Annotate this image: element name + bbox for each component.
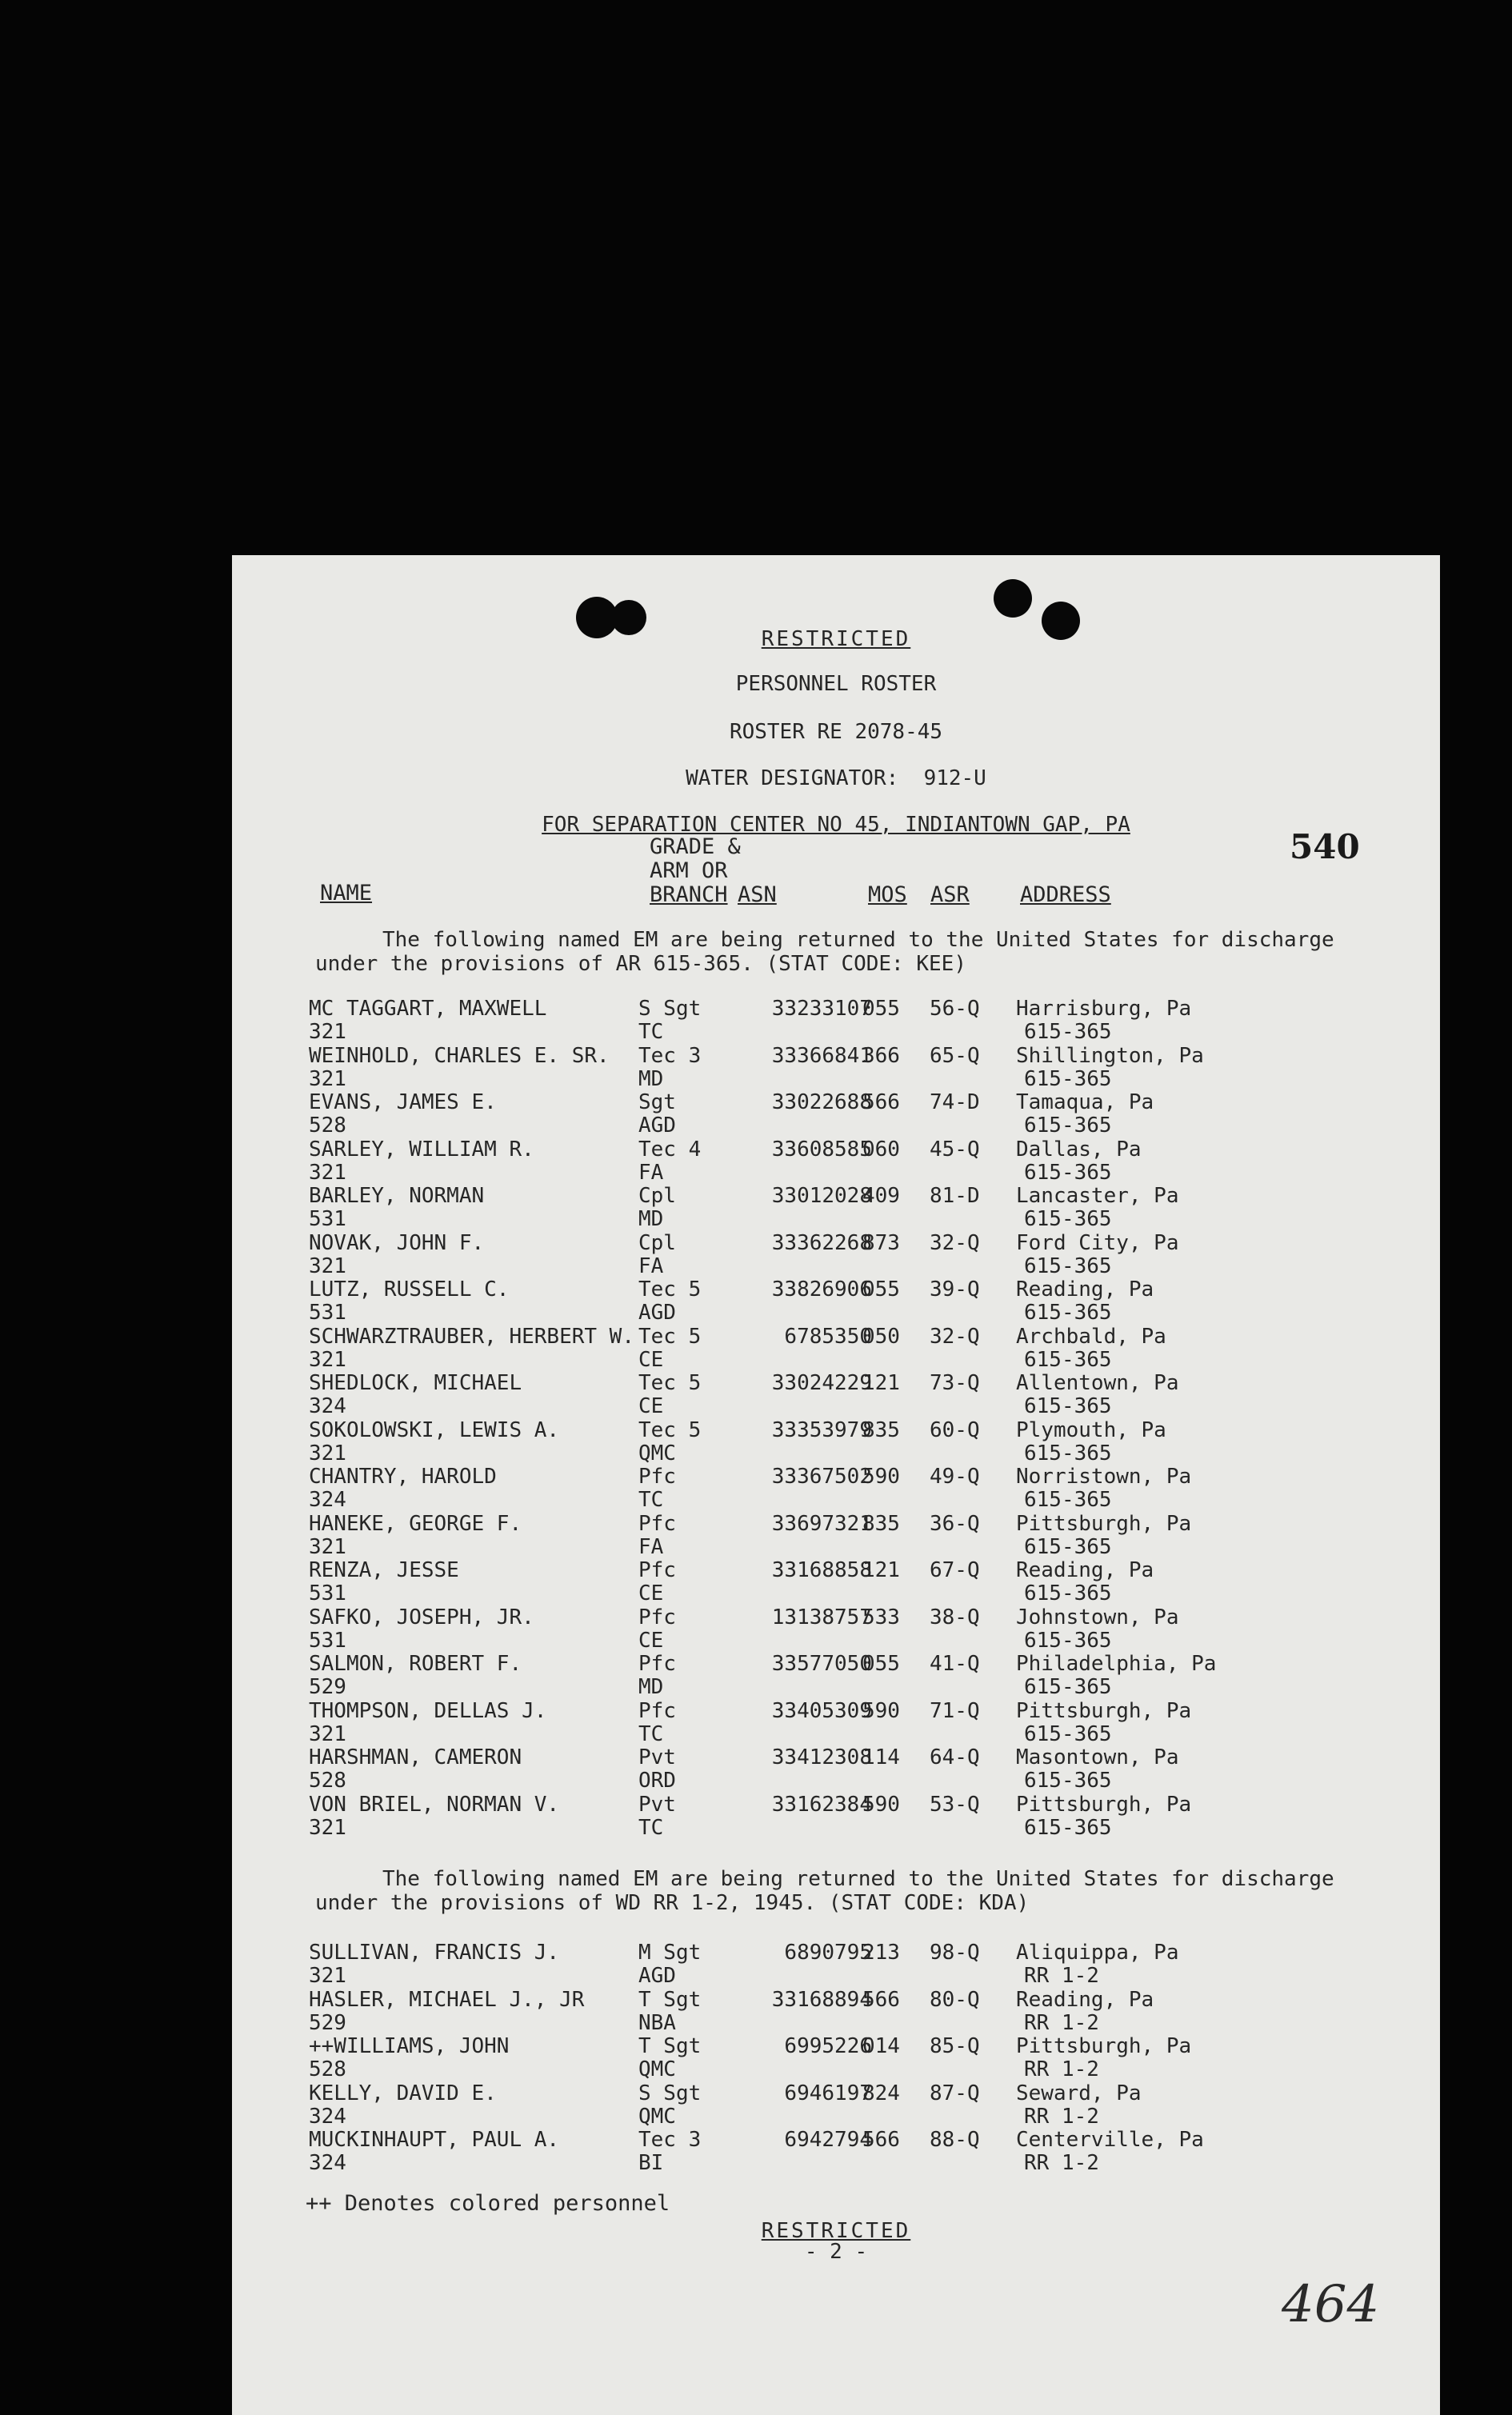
- row-code: 321: [309, 1160, 346, 1185]
- row-regulation: 615-365: [1024, 1675, 1112, 1699]
- footer-classification: RESTRICTED: [761, 2219, 911, 2243]
- footnote: ++ Denotes colored personnel: [306, 2191, 670, 2216]
- row-mos: 566: [862, 2128, 900, 2152]
- table-row: [232, 1793, 1440, 1840]
- row-asn: 33412308: [771, 1745, 872, 1769]
- row-asr: 39-Q: [930, 1277, 980, 1301]
- row-regulation: 615-365: [1024, 1114, 1112, 1138]
- row-asr: 32-Q: [930, 1324, 980, 1349]
- row-asr: 32-Q: [930, 1230, 980, 1255]
- table-row: [232, 2082, 1440, 2129]
- row-name: SALMON, ROBERT F.: [309, 1652, 522, 1676]
- row-name: SOKOLOWSKI, LEWIS A.: [309, 1417, 560, 1442]
- row-branch: TC: [638, 1020, 664, 1044]
- row-mos: 873: [862, 1230, 900, 1255]
- water-designator: WATER DESIGNATOR: 912-U: [686, 766, 986, 790]
- row-asn: 33367502: [771, 1465, 872, 1489]
- row-regulation: 615-365: [1024, 1020, 1112, 1044]
- row-regulation: 615-365: [1024, 1207, 1112, 1231]
- row-asr: 80-Q: [930, 1987, 980, 2012]
- table-row: [232, 1606, 1440, 1653]
- row-branch: FA: [638, 1160, 664, 1185]
- row-city: Pittsburgh, Pa: [1016, 1698, 1192, 1723]
- page-number: - 2 -: [804, 2240, 868, 2264]
- table-row: [232, 1746, 1440, 1793]
- row-city: Reading, Pa: [1016, 1987, 1154, 2012]
- row-regulation: 615-365: [1024, 1488, 1112, 1512]
- column-header-arm: ARM OR: [650, 858, 728, 883]
- row-asn: 6946197: [784, 2081, 872, 2105]
- column-header-name: NAME: [320, 881, 373, 906]
- row-name: LUTZ, RUSSELL C.: [309, 1277, 510, 1301]
- column-header-grade: GRADE &: [650, 834, 741, 859]
- column-header-asn: ASN: [738, 882, 777, 907]
- row-asr: 49-Q: [930, 1465, 980, 1489]
- row-code: 321: [309, 1066, 346, 1091]
- row-name: HANEKE, GEORGE F.: [309, 1511, 522, 1536]
- row-code: 531: [309, 1628, 346, 1653]
- column-header-mos: MOS: [868, 882, 907, 907]
- row-name: KELLY, DAVID E.: [309, 2081, 497, 2105]
- row-city: Ford City, Pa: [1016, 1230, 1179, 1255]
- row-grade: Sgt: [638, 1090, 676, 1114]
- table-row: [232, 998, 1440, 1044]
- table-row: [232, 2129, 1440, 2175]
- row-name: BARLEY, NORMAN: [309, 1184, 485, 1208]
- handwritten-number: 464: [1282, 2275, 1380, 2334]
- row-mos: 824: [862, 2081, 900, 2105]
- row-asr: 87-Q: [930, 2081, 980, 2105]
- row-name: THOMPSON, DELLAS J.: [309, 1698, 547, 1723]
- row-city: Masontown, Pa: [1016, 1745, 1179, 1769]
- row-regulation: 615-365: [1024, 1066, 1112, 1091]
- row-grade: Pvt: [638, 1792, 676, 1817]
- table-row: [232, 1513, 1440, 1559]
- table-row: [232, 1372, 1440, 1418]
- row-grade: Pfc: [638, 1465, 676, 1489]
- row-asn: 33697321: [771, 1511, 872, 1536]
- row-code: 321: [309, 1534, 346, 1559]
- row-city: Aliquippa, Pa: [1016, 1941, 1179, 1965]
- row-code: 321: [309, 1441, 346, 1465]
- row-grade: S Sgt: [638, 2081, 702, 2105]
- row-city: Tamaqua, Pa: [1016, 1090, 1154, 1114]
- row-regulation: RR 1-2: [1024, 2010, 1099, 2035]
- row-code: 529: [309, 1675, 346, 1699]
- table-row: [232, 1278, 1440, 1325]
- column-header-address: ADDRESS: [1020, 882, 1111, 907]
- row-grade: Tec 5: [638, 1324, 702, 1349]
- row-code: 324: [309, 2151, 346, 2175]
- table-row: [232, 1232, 1440, 1278]
- table-row: [232, 1185, 1440, 1231]
- row-name: MUCKINHAUPT, PAUL A.: [309, 2128, 560, 2152]
- row-code: 531: [309, 1301, 346, 1325]
- row-asn: 33022688: [771, 1090, 872, 1114]
- row-regulation: 615-365: [1024, 1441, 1112, 1465]
- row-name: SHEDLOCK, MICHAEL: [309, 1371, 522, 1395]
- row-grade: Pfc: [638, 1511, 676, 1536]
- row-regulation: 615-365: [1024, 1347, 1112, 1372]
- row-grade: Tec 5: [638, 1277, 702, 1301]
- row-city: Pittsburgh, Pa: [1016, 1792, 1192, 1817]
- row-branch: CE: [638, 1628, 664, 1653]
- row-branch: QMC: [638, 1441, 676, 1465]
- row-asn: 33366841: [771, 1043, 872, 1068]
- row-code: 324: [309, 1488, 346, 1512]
- row-mos: 566: [862, 1090, 900, 1114]
- row-city: Pittsburgh, Pa: [1016, 1511, 1192, 1536]
- row-branch: TC: [638, 1488, 664, 1512]
- row-code: 531: [309, 1207, 346, 1231]
- row-grade: Tec 3: [638, 2128, 702, 2152]
- row-grade: Tec 4: [638, 1137, 702, 1162]
- table-row: [232, 1941, 1440, 1988]
- row-name: SULLIVAN, FRANCIS J.: [309, 1941, 560, 1965]
- row-mos: 055: [862, 997, 900, 1021]
- row-mos: 121: [862, 1371, 900, 1395]
- row-code: 321: [309, 1253, 346, 1278]
- row-name: EVANS, JAMES E.: [309, 1090, 497, 1114]
- row-city: Reading, Pa: [1016, 1277, 1154, 1301]
- table-row: [232, 1138, 1440, 1185]
- row-mos: 590: [862, 1698, 900, 1723]
- row-asn: 13138757: [771, 1605, 872, 1629]
- row-code: 321: [309, 1347, 346, 1372]
- row-grade: Cpl: [638, 1230, 676, 1255]
- row-asn: 33162384: [771, 1792, 872, 1817]
- row-asn: 33012028: [771, 1184, 872, 1208]
- row-grade: S Sgt: [638, 997, 702, 1021]
- row-asn: 33168858: [771, 1558, 872, 1582]
- punch-hole-right-a: [994, 579, 1032, 618]
- row-code: 528: [309, 2057, 346, 2081]
- row-mos: 566: [862, 1987, 900, 2012]
- row-mos: 055: [862, 1652, 900, 1676]
- row-city: Shillington, Pa: [1016, 1043, 1204, 1068]
- row-asr: 71-Q: [930, 1698, 980, 1723]
- row-name: WEINHOLD, CHARLES E. SR.: [309, 1043, 610, 1068]
- row-asn: 33362268: [771, 1230, 872, 1255]
- row-grade: Pvt: [638, 1745, 676, 1769]
- row-grade: Tec 5: [638, 1371, 702, 1395]
- section1-intro: The following named EM are being returned to the United States for discharge under the provisions of AR 615-365. (STAT CODE: KEE): [315, 928, 1334, 976]
- row-mos: 590: [862, 1792, 900, 1817]
- row-mos: 533: [862, 1605, 900, 1629]
- row-asr: 56-Q: [930, 997, 980, 1021]
- row-mos: 055: [862, 1277, 900, 1301]
- row-asr: 53-Q: [930, 1792, 980, 1817]
- row-regulation: 615-365: [1024, 1534, 1112, 1559]
- row-branch: MD: [638, 1675, 664, 1699]
- row-regulation: 615-365: [1024, 1815, 1112, 1840]
- table-row: [232, 1091, 1440, 1138]
- row-name: SCHWARZTRAUBER, HERBERT W.: [309, 1324, 634, 1349]
- row-mos: 050: [862, 1324, 900, 1349]
- row-code: 321: [309, 1815, 346, 1840]
- row-city: Dallas, Pa: [1016, 1137, 1142, 1162]
- stamped-page-number: 540: [1290, 827, 1360, 866]
- row-code: 528: [309, 1114, 346, 1138]
- row-asr: 64-Q: [930, 1745, 980, 1769]
- row-asn: 33233107: [771, 997, 872, 1021]
- row-asr: 73-Q: [930, 1371, 980, 1395]
- row-asr: 38-Q: [930, 1605, 980, 1629]
- row-name: ++WILLIAMS, JOHN: [309, 2034, 510, 2058]
- row-asn: 33826906: [771, 1277, 872, 1301]
- row-code: 321: [309, 1964, 346, 1988]
- row-regulation: RR 1-2: [1024, 2057, 1099, 2081]
- row-branch: AGD: [638, 1114, 676, 1138]
- row-city: Allentown, Pa: [1016, 1371, 1179, 1395]
- column-header-asr: ASR: [930, 882, 970, 907]
- row-grade: Pfc: [638, 1652, 676, 1676]
- row-mos: 590: [862, 1465, 900, 1489]
- row-asn: 33405309: [771, 1698, 872, 1723]
- row-grade: M Sgt: [638, 1941, 702, 1965]
- section2-intro: The following named EM are being returned to the United States for discharge under the provisions of WD RR 1-2, 1945. (STAT CODE: KDA): [315, 1867, 1334, 1915]
- row-asr: 67-Q: [930, 1558, 980, 1582]
- roster-page: [232, 555, 1440, 2415]
- row-asn: 33608585: [771, 1137, 872, 1162]
- table-row: [232, 1653, 1440, 1699]
- row-grade: Tec 3: [638, 1043, 702, 1068]
- row-name: RENZA, JESSE: [309, 1558, 459, 1582]
- row-grade: Cpl: [638, 1184, 676, 1208]
- row-branch: FA: [638, 1534, 664, 1559]
- row-branch: NBA: [638, 2010, 676, 2035]
- row-branch: CE: [638, 1581, 664, 1605]
- row-regulation: RR 1-2: [1024, 2151, 1099, 2175]
- row-asr: 98-Q: [930, 1941, 980, 1965]
- row-asn: 33024229: [771, 1371, 872, 1395]
- row-name: SARLEY, WILLIAM R.: [309, 1137, 534, 1162]
- table-row: [232, 2035, 1440, 2081]
- row-mos: 409: [862, 1184, 900, 1208]
- row-branch: MD: [638, 1207, 664, 1231]
- row-name: CHANTRY, HAROLD: [309, 1465, 497, 1489]
- row-name: HARSHMAN, CAMERON: [309, 1745, 522, 1769]
- document-title: PERSONNEL ROSTER: [735, 672, 937, 696]
- row-city: Johnstown, Pa: [1016, 1605, 1179, 1629]
- row-city: Pittsburgh, Pa: [1016, 2034, 1192, 2058]
- row-regulation: 615-365: [1024, 1160, 1112, 1185]
- row-grade: Pfc: [638, 1558, 676, 1582]
- row-city: Archbald, Pa: [1016, 1324, 1166, 1349]
- row-regulation: 615-365: [1024, 1628, 1112, 1653]
- row-asn: 6995226: [784, 2034, 872, 2058]
- classification-heading: RESTRICTED: [761, 627, 911, 651]
- table-row: [232, 1045, 1440, 1091]
- row-name: SAFKO, JOSEPH, JR.: [309, 1605, 534, 1629]
- row-code: 321: [309, 1020, 346, 1044]
- row-asr: 88-Q: [930, 2128, 980, 2152]
- row-branch: MD: [638, 1066, 664, 1091]
- row-branch: FA: [638, 1253, 664, 1278]
- row-asn: 33353979: [771, 1417, 872, 1442]
- row-branch: BI: [638, 2151, 664, 2175]
- table-row: [232, 1989, 1440, 2035]
- row-code: 531: [309, 1581, 346, 1605]
- row-mos: 014: [862, 2034, 900, 2058]
- row-branch: AGD: [638, 1301, 676, 1325]
- row-city: Plymouth, Pa: [1016, 1417, 1166, 1442]
- row-asr: 36-Q: [930, 1511, 980, 1536]
- column-header-branch: BRANCH: [650, 882, 728, 907]
- row-grade: T Sgt: [638, 1987, 702, 2012]
- row-asn: 33577050: [771, 1652, 872, 1676]
- row-code: 528: [309, 1769, 346, 1793]
- row-code: 324: [309, 2104, 346, 2129]
- row-branch: QMC: [638, 2104, 676, 2129]
- row-code: 324: [309, 1394, 346, 1418]
- table-row: [232, 1325, 1440, 1372]
- row-mos: 213: [862, 1941, 900, 1965]
- row-name: NOVAK, JOHN F.: [309, 1230, 485, 1255]
- row-city: Centerville, Pa: [1016, 2128, 1204, 2152]
- row-regulation: RR 1-2: [1024, 1964, 1099, 1988]
- row-mos: 835: [862, 1417, 900, 1442]
- row-regulation: 615-365: [1024, 1721, 1112, 1746]
- row-mos: 121: [862, 1558, 900, 1582]
- row-grade: Pfc: [638, 1698, 676, 1723]
- row-mos: 835: [862, 1511, 900, 1536]
- row-city: Seward, Pa: [1016, 2081, 1142, 2105]
- table-row: [232, 1559, 1440, 1605]
- table-row: [232, 1700, 1440, 1746]
- row-city: Harrisburg, Pa: [1016, 997, 1192, 1021]
- table-row: [232, 1465, 1440, 1512]
- row-name: MC TAGGART, MAXWELL: [309, 997, 547, 1021]
- row-code: 529: [309, 2010, 346, 2035]
- row-asn: 6890795: [784, 1941, 872, 1965]
- row-city: Reading, Pa: [1016, 1558, 1154, 1582]
- row-branch: CE: [638, 1394, 664, 1418]
- row-regulation: 615-365: [1024, 1301, 1112, 1325]
- row-regulation: 615-365: [1024, 1581, 1112, 1605]
- row-branch: QMC: [638, 2057, 676, 2081]
- row-regulation: 615-365: [1024, 1253, 1112, 1278]
- row-mos: 366: [862, 1043, 900, 1068]
- row-name: HASLER, MICHAEL J., JR: [309, 1987, 585, 2012]
- row-name: VON BRIEL, NORMAN V.: [309, 1792, 560, 1817]
- row-asr: 65-Q: [930, 1043, 980, 1068]
- destination-line: FOR SEPARATION CENTER NO 45, INDIANTOWN GAP, PA: [542, 813, 1130, 837]
- row-asr: 85-Q: [930, 2034, 980, 2058]
- row-asr: 81-D: [930, 1184, 980, 1208]
- row-asr: 74-D: [930, 1090, 980, 1114]
- row-regulation: 615-365: [1024, 1394, 1112, 1418]
- row-grade: T Sgt: [638, 2034, 702, 2058]
- row-city: Philadelphia, Pa: [1016, 1652, 1217, 1676]
- row-grade: Tec 5: [638, 1417, 702, 1442]
- row-grade: Pfc: [638, 1605, 676, 1629]
- row-branch: ORD: [638, 1769, 676, 1793]
- row-code: 321: [309, 1721, 346, 1746]
- row-asr: 45-Q: [930, 1137, 980, 1162]
- row-mos: 114: [862, 1745, 900, 1769]
- table-row: [232, 1419, 1440, 1465]
- row-mos: 060: [862, 1137, 900, 1162]
- row-asr: 41-Q: [930, 1652, 980, 1676]
- row-regulation: 615-365: [1024, 1769, 1112, 1793]
- row-asn: 33168894: [771, 1987, 872, 2012]
- row-city: Norristown, Pa: [1016, 1465, 1192, 1489]
- roster-number: ROSTER RE 2078-45: [729, 720, 943, 744]
- row-branch: AGD: [638, 1964, 676, 1988]
- row-asn: 6785350: [784, 1324, 872, 1349]
- row-branch: TC: [638, 1815, 664, 1840]
- row-asr: 60-Q: [930, 1417, 980, 1442]
- row-regulation: RR 1-2: [1024, 2104, 1099, 2129]
- row-city: Lancaster, Pa: [1016, 1184, 1179, 1208]
- row-asn: 6942794: [784, 2128, 872, 2152]
- row-branch: TC: [638, 1721, 664, 1746]
- row-branch: CE: [638, 1347, 664, 1372]
